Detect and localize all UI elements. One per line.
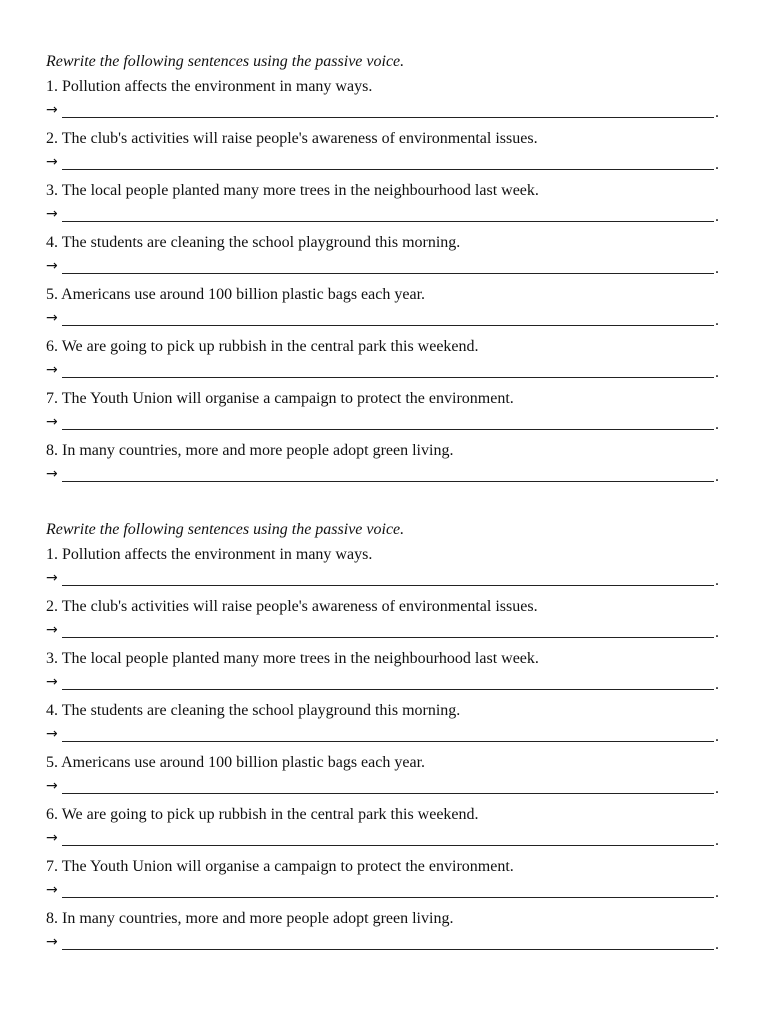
end-period: .: [715, 260, 719, 277]
end-period: .: [715, 572, 719, 589]
question-5: 5. Americans use around 100 billion plastic bags each year.: [46, 286, 426, 303]
end-period: .: [715, 780, 719, 797]
end-period: .: [715, 624, 719, 641]
arrow-icon: →: [46, 206, 58, 222]
arrow-icon: →: [46, 622, 58, 638]
end-period: .: [715, 936, 719, 953]
blank-line: [62, 481, 714, 482]
blank-line: [62, 741, 714, 742]
end-period: .: [715, 208, 719, 225]
question-8: 8. In many countries, more and more people adopt green living.: [46, 910, 454, 927]
arrow-icon: →: [46, 778, 58, 794]
blank-line: [62, 429, 714, 430]
answer-line-6[interactable]: [46, 828, 726, 854]
arrow-icon: →: [46, 466, 58, 482]
arrow-icon: →: [46, 882, 58, 898]
worksheet-page: [46, 50, 726, 958]
answer-line-2[interactable]: [46, 620, 726, 646]
question-2: 2. The club's activities will raise people's awareness of environmental issues.: [46, 598, 538, 615]
answer-line-1[interactable]: [46, 100, 726, 126]
end-period: .: [715, 156, 719, 173]
end-period: .: [715, 104, 719, 121]
question-6: 6. We are going to pick up rubbish in the central park this weekend.: [46, 338, 479, 355]
question-8: 8. In many countries, more and more people adopt green living.: [46, 442, 454, 459]
arrow-icon: →: [46, 362, 58, 378]
question-1: 1. Pollution affects the environment in many ways.: [46, 546, 373, 563]
arrow-icon: →: [46, 830, 58, 846]
question-6: 6. We are going to pick up rubbish in the central park this weekend.: [46, 806, 479, 823]
blank-line: [62, 273, 714, 274]
arrow-icon: →: [46, 570, 58, 586]
arrow-icon: →: [46, 154, 58, 170]
answer-line-5[interactable]: [46, 308, 726, 334]
instruction-text: Rewrite the following sentences using the passive voice.: [46, 53, 405, 70]
answer-line-6[interactable]: [46, 360, 726, 386]
question-7: 7. The Youth Union will organise a campaign to protect the environment.: [46, 858, 514, 875]
arrow-icon: →: [46, 726, 58, 742]
blank-line: [62, 117, 714, 118]
answer-line-2[interactable]: [46, 152, 726, 178]
blank-line: [62, 949, 714, 950]
end-period: .: [715, 676, 719, 693]
arrow-icon: →: [46, 310, 58, 326]
answer-line-4[interactable]: [46, 724, 726, 750]
exercise-section-1: [46, 50, 726, 490]
answer-line-1[interactable]: [46, 568, 726, 594]
question-3: 3. The local people planted many more trees in the neighbourhood last week.: [46, 182, 539, 199]
answer-line-3[interactable]: [46, 672, 726, 698]
exercise-section-2: [46, 518, 726, 958]
arrow-icon: →: [46, 414, 58, 430]
arrow-icon: →: [46, 258, 58, 274]
question-3: 3. The local people planted many more trees in the neighbourhood last week.: [46, 650, 539, 667]
question-2: 2. The club's activities will raise people's awareness of environmental issues.: [46, 130, 538, 147]
blank-line: [62, 377, 714, 378]
blank-line: [62, 845, 714, 846]
end-period: .: [715, 728, 719, 745]
answer-line-3[interactable]: [46, 204, 726, 230]
arrow-icon: →: [46, 934, 58, 950]
arrow-icon: →: [46, 102, 58, 118]
end-period: .: [715, 312, 719, 329]
instruction-text: Rewrite the following sentences using the passive voice.: [46, 521, 405, 538]
blank-line: [62, 585, 714, 586]
end-period: .: [715, 884, 719, 901]
end-period: .: [715, 416, 719, 433]
answer-line-7[interactable]: [46, 412, 726, 438]
end-period: .: [715, 468, 719, 485]
end-period: .: [715, 832, 719, 849]
answer-line-5[interactable]: [46, 776, 726, 802]
question-1: 1. Pollution affects the environment in many ways.: [46, 78, 373, 95]
blank-line: [62, 689, 714, 690]
blank-line: [62, 221, 714, 222]
question-5: 5. Americans use around 100 billion plastic bags each year.: [46, 754, 426, 771]
blank-line: [62, 897, 714, 898]
blank-line: [62, 169, 714, 170]
answer-line-8[interactable]: [46, 932, 726, 958]
answer-line-4[interactable]: [46, 256, 726, 282]
end-period: .: [715, 364, 719, 381]
question-7: 7. The Youth Union will organise a campaign to protect the environment.: [46, 390, 514, 407]
blank-line: [62, 793, 714, 794]
answer-line-7[interactable]: [46, 880, 726, 906]
answer-line-8[interactable]: [46, 464, 726, 490]
question-4: 4. The students are cleaning the school playground this morning.: [46, 234, 461, 251]
arrow-icon: →: [46, 674, 58, 690]
question-4: 4. The students are cleaning the school playground this morning.: [46, 702, 461, 719]
blank-line: [62, 325, 714, 326]
blank-line: [62, 637, 714, 638]
